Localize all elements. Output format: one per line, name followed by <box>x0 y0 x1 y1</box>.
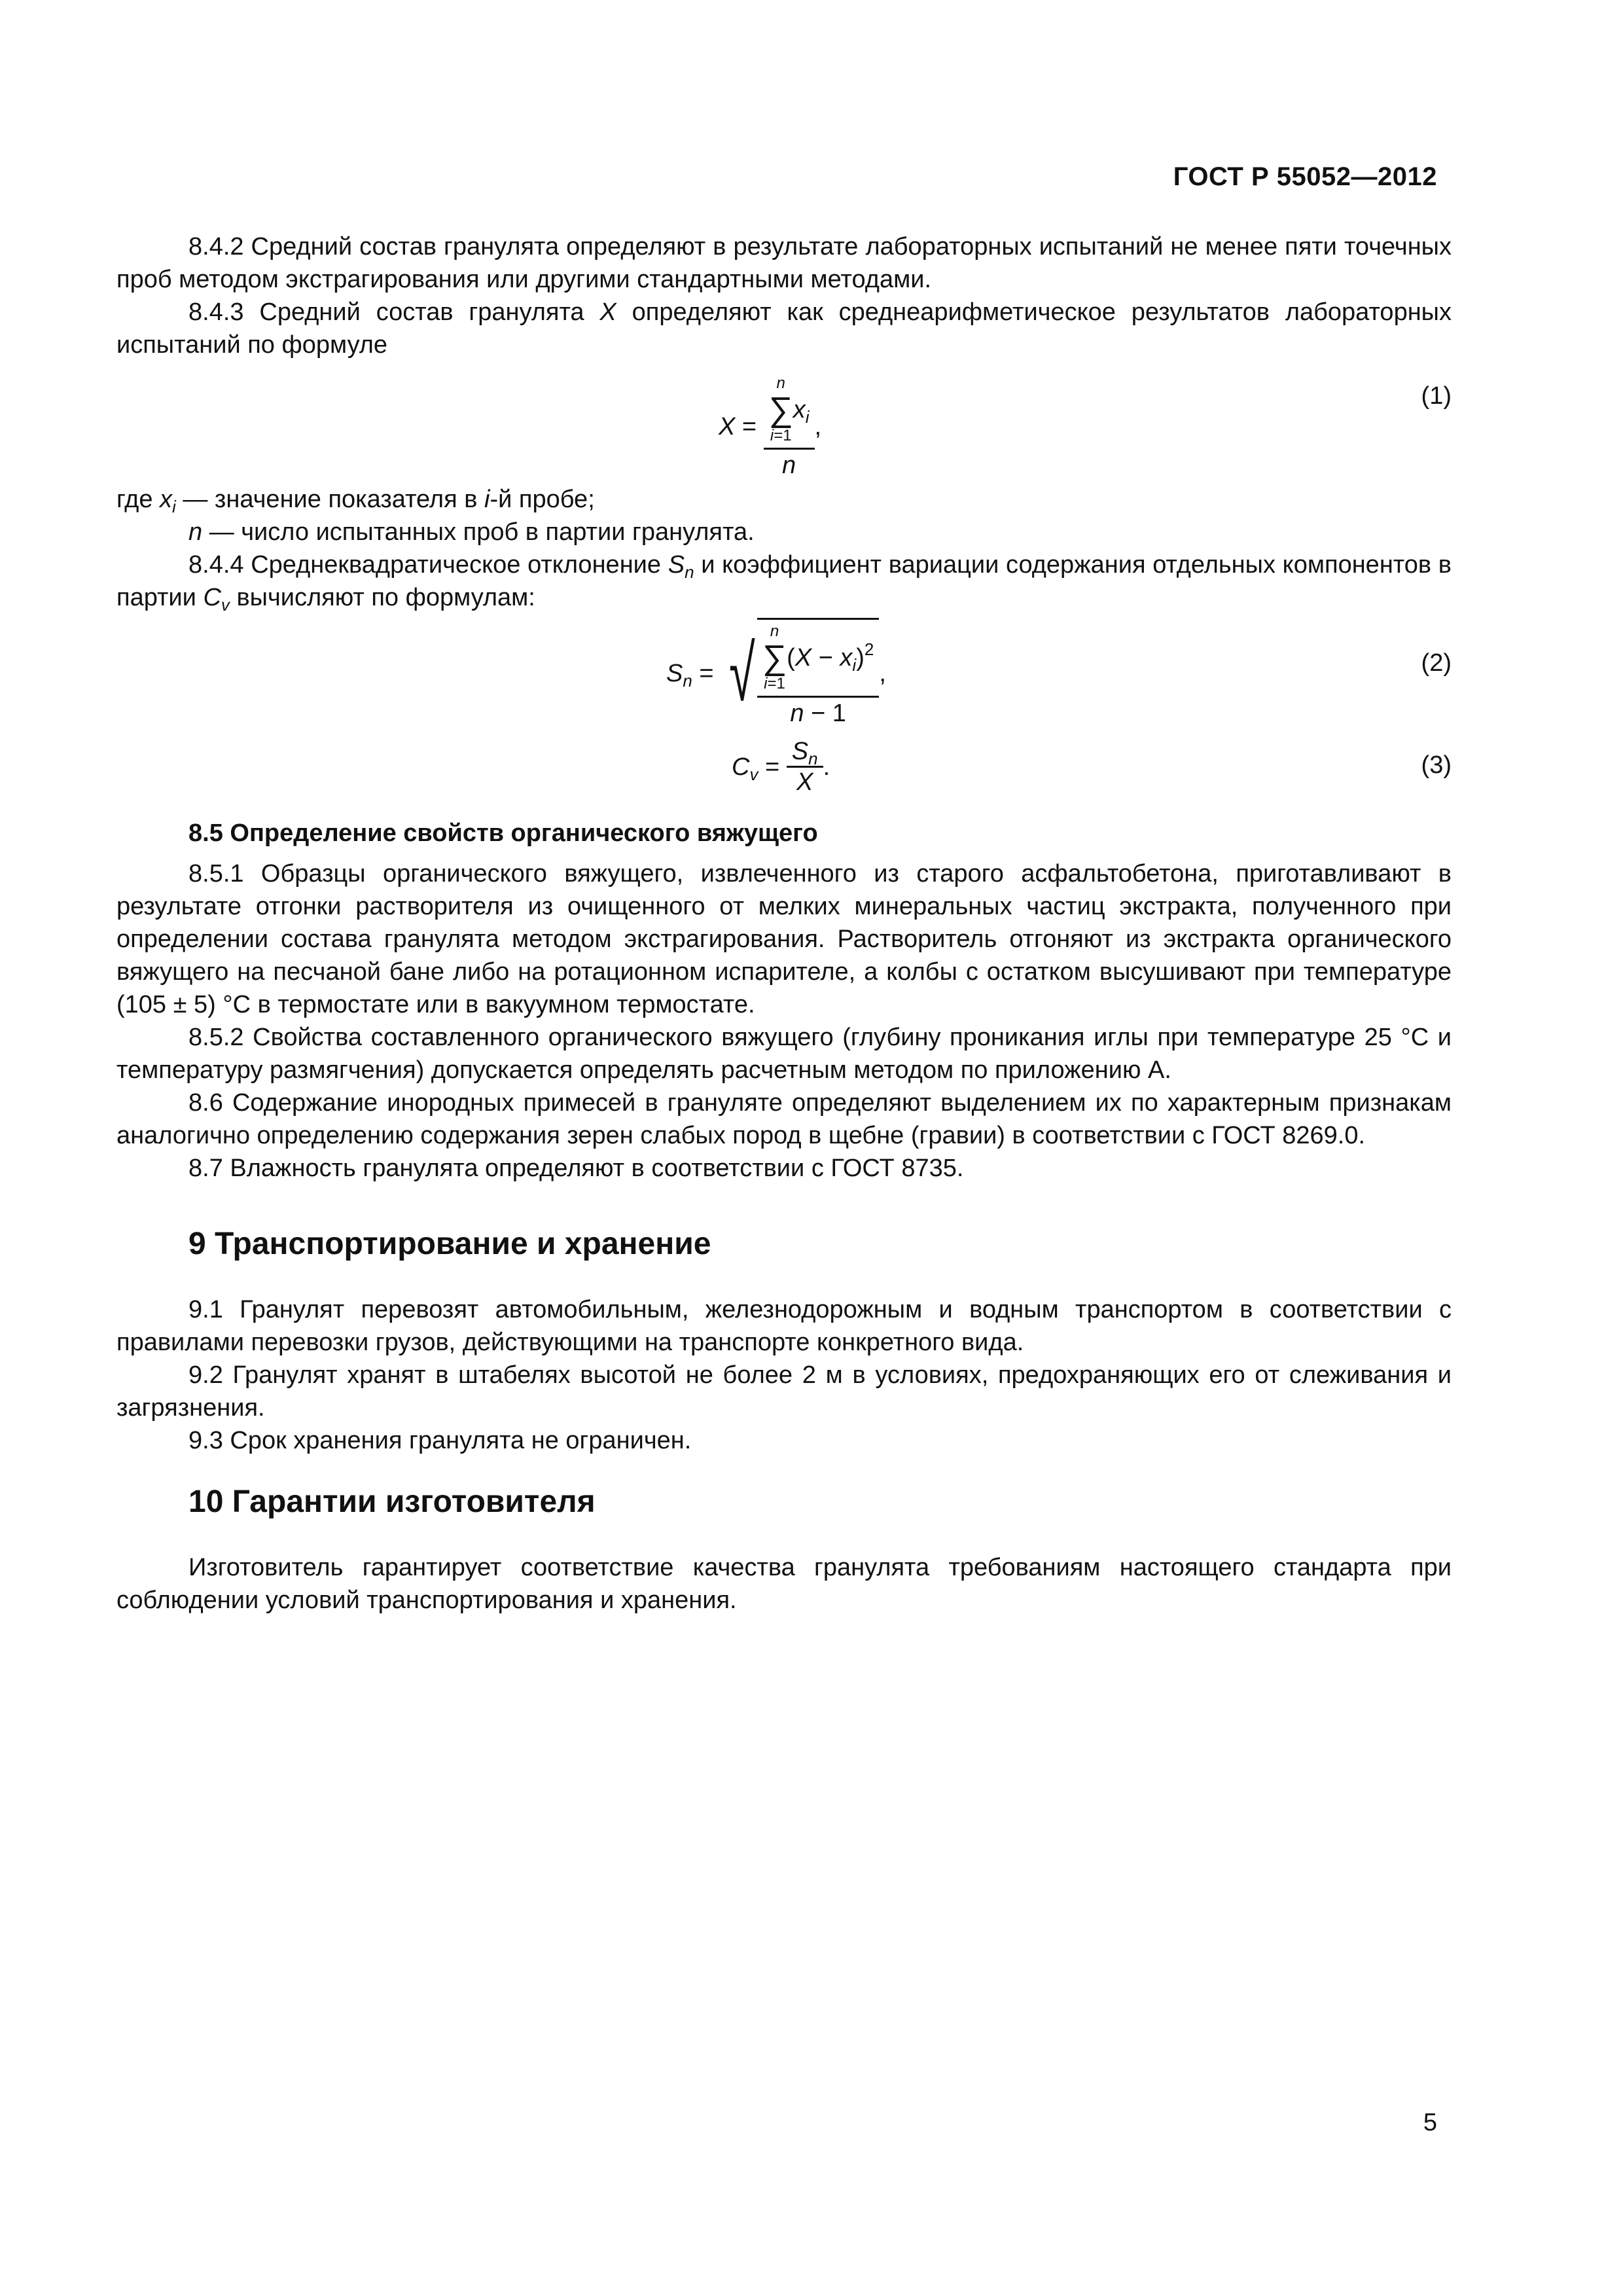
paragraph-8-5-1: 8.5.1 Образцы органического вяжущего, извлеченного из старого асфальтобетона, приготавливают в результате отгонки растворителя из очищенного от мелких минеральных частиц экстракта, полученного при определении состава гранулята методом экстрагирования. Растворитель отгоняют из экстракта органического вяжущего на песчаной бане либо на ротационном испарителе, а колбы с остатком высушивают при температуре (105 ± 5) °С в термостате или в вакуумном термостате. <box>116 860 1452 1018</box>
equation-1-number: (1) <box>1421 382 1452 410</box>
paragraph-8-7: 8.7 Влажность гранулята определяют в соответствии с ГОСТ 8735. <box>188 1155 964 1182</box>
heading-10: 10 Гарантии изготовителя <box>188 1484 596 1519</box>
paragraph-10: Изготовитель гарантирует соответствие качества гранулята требованиям настоящего стандарта при соблюдении условий транспортирования и хранения. <box>116 1554 1452 1614</box>
section-8-4-text <box>116 230 1452 361</box>
paragraph-8-4-4: 8.4.4 Среднеквадратическое отклонение $S_n$ и коэффициент вариации содержания отдельных компонентов в партии $C_v$ вычисляют по формулам: <box>116 551 1452 615</box>
paragraph-9-2: 9.2 Гранулят хранят в штабелях высотой не более 2 м в условиях, предохраняющих его от слеживания и загрязнения. <box>116 1361 1452 1422</box>
paragraph-8-4-2: 8.4.2 Средний состав гранулята определяют в результате лабораторных испытаний не менее пяти точечных проб методом экстрагирования или другими стандартными методами. <box>116 233 1452 293</box>
page-number: 5 <box>1423 2109 1437 2136</box>
paragraph-8-5-2: 8.5.2 Свойства составленного органического вяжущего (глубину проникания иглы при температуре 25 °С и температуру размягчения) допускается определять расчетным методом по приложению А. <box>116 1024 1452 1084</box>
equation-1 <box>116 372 1452 483</box>
where-xi: где $x_i$ — значение показателя в i-й пробе; <box>116 486 595 516</box>
where-n: n — число испытанных проб в партии гранулята. <box>188 518 755 546</box>
equation-2 <box>116 618 1452 736</box>
equation-3 <box>116 737 1452 806</box>
heading-9: 9 Транспортирование и хранение <box>188 1227 711 1261</box>
paragraph-8-6: 8.6 Содержание инородных примесей в грануляте определяют выделением их по характерным признакам аналогично определению содержания зерен слабых пород в щебне (гравии) в соответствии с ГОСТ 8269.0. <box>116 1089 1452 1149</box>
heading-8-5: 8.5 Определение свойств органического вяжущего <box>188 819 818 847</box>
section-8-5 <box>116 817 1452 1185</box>
document-code: ГОСТ Р 55052—2012 <box>1173 162 1437 191</box>
section-9 <box>116 1228 1452 1457</box>
equation-3-formula: $C_v$ = $\frac{S_n}{X}$ . <box>732 738 830 796</box>
section-10 <box>116 1486 1452 1617</box>
paragraph-9-3: 9.3 Срок хранения гранулята не ограничен. <box>188 1427 692 1454</box>
equation-2-formula: $S_n$ = √ n ∑ i=1 $(X - x_i)^2$ n − 1 , <box>666 618 886 729</box>
paragraph-9-1: 9.1 Гранулят перевозят автомобильным, железнодорожным и водным транспортом в соответствии с правилами перевозки грузов, действующими на транспорте конкретного вида. <box>116 1296 1452 1356</box>
equation-3-number: (3) <box>1421 751 1452 779</box>
where-and-8-4-4 <box>116 483 1452 614</box>
paragraph-8-4-3: 8.4.3 Средний состав гранулята X определяют как среднеарифметическое результатов лабораторных испытаний по формуле <box>116 298 1452 359</box>
equation-1-formula: X = n ∑ i=1 $x_i$ n , <box>719 372 821 481</box>
equation-2-number: (2) <box>1421 649 1452 677</box>
